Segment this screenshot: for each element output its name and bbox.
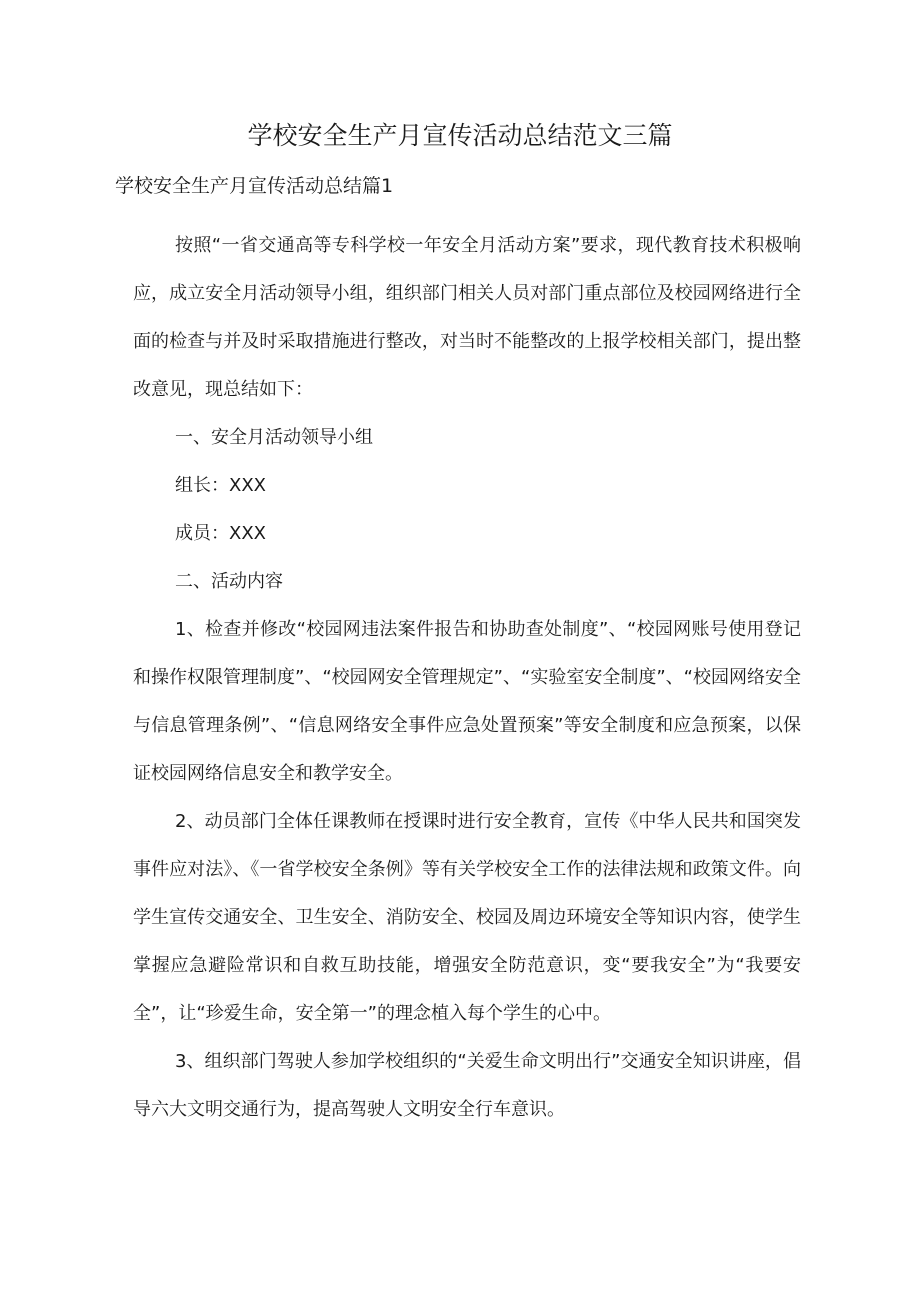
group-members-line: 成员：XXX	[175, 523, 266, 544]
heading-leadership-group: 一、安全月活动领导小组	[175, 427, 373, 448]
intro-paragraph: 按照“一省交通高等专科学校一年安全月活动方案”要求，现代教育技术积极响应，成立安全月活动领导小组，组织部门相关人员对部门重点部位及校园网络进行全面的检查与并及时采取措施进行整改，对当时不能整改的上报学校相关部门，提出整改意见，现总结如下：	[133, 235, 801, 400]
document-body	[133, 222, 801, 1134]
group-leader-line: 组长：XXX	[175, 475, 266, 496]
section-title: 学校安全生产月宣传活动总结篇1	[115, 175, 394, 197]
heading-activity-content: 二、活动内容	[175, 571, 283, 592]
activity-item-3: 3、组织部门驾驶人参加学校组织的“关爱生命文明出行”交通安全知识讲座，倡导六大文明交通行为，提高驾驶人文明安全行车意识。	[133, 1051, 801, 1120]
activity-item-1: 1、检查并修改“校园网违法案件报告和协助查处制度”、“校园网账号使用登记和操作权限管理制度”、“校园网安全管理规定”、“实验室安全制度”、“校园网络安全与信息管理条例”、“信息网络安全事件应急处置预案”等安全制度和应急预案，以保证校园网络信息安全和教学安全。	[133, 619, 801, 784]
activity-item-2: 2、动员部门全体任课教师在授课时进行安全教育，宣传《中华人民共和国突发事件应对法》、《一省学校安全条例》等有关学校安全工作的法律法规和政策文件。向学生宣传交通安全、卫生安全、消防安全、校园及周边环境安全等知识内容，使学生掌握应急避险常识和自救互助技能，增强安全防范意识，变“要我安全”为“我要安全”，让“珍爱生命，安全第一”的理念植入每个学生的心中。	[133, 811, 801, 1024]
document-title: 学校安全生产月宣传活动总结范文三篇	[247, 121, 673, 150]
